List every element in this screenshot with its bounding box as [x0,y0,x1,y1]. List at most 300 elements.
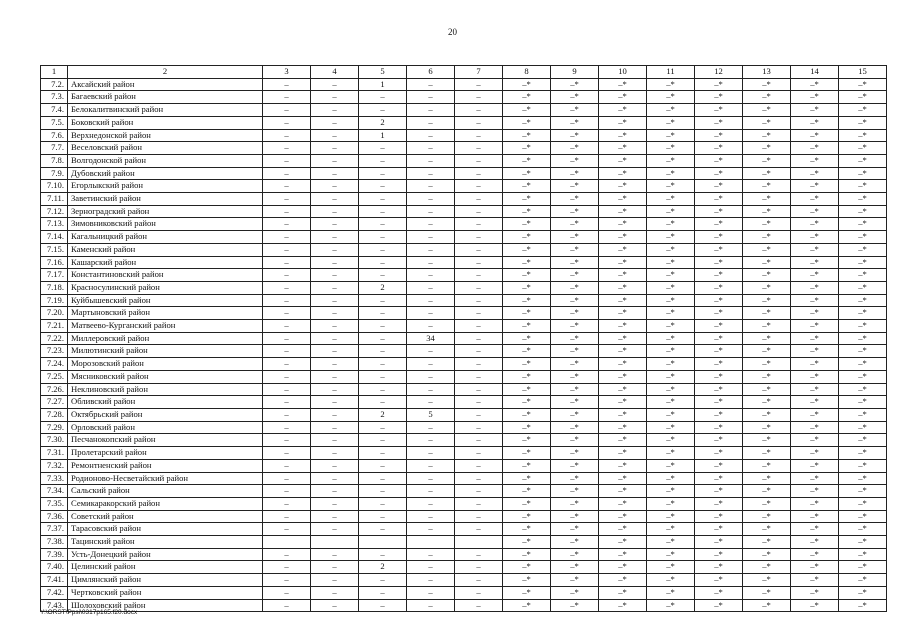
table-cell: –* [695,523,743,536]
table-cell: – [455,193,503,206]
table-cell: –* [551,256,599,269]
table-cell: –* [647,447,695,460]
table-cell: –* [503,256,551,269]
table-cell: –* [551,167,599,180]
table-cell: –* [551,408,599,421]
district-name: Милютинский район [68,345,263,358]
table-cell: –* [791,408,839,421]
table-cell: – [359,193,407,206]
table-cell: –* [743,408,791,421]
table-cell: – [455,142,503,155]
table-row [41,497,887,510]
table-cell: –* [839,421,887,434]
table-cell: – [311,370,359,383]
table-cell: – [407,586,455,599]
table-cell: –* [551,104,599,117]
table-cell: –* [743,281,791,294]
table-cell: – [263,396,311,409]
table-cell: – [455,320,503,333]
table-cell: –* [647,243,695,256]
row-number: 7.29. [41,421,68,434]
table-cell: –* [503,459,551,472]
table-cell: – [455,294,503,307]
table-cell: – [311,129,359,142]
table-cell: –* [503,104,551,117]
district-name: Чертковский район [68,586,263,599]
table-cell: –* [839,574,887,587]
table-cell: –* [839,154,887,167]
table-cell: – [407,396,455,409]
table-cell: –* [647,510,695,523]
column-header: 11 [647,66,695,79]
table-cell: –* [551,599,599,612]
table-cell: –* [503,281,551,294]
table-cell: – [311,91,359,104]
table-cell: – [263,586,311,599]
table-cell: –* [695,294,743,307]
table-cell: –* [791,154,839,167]
table-cell: –* [839,358,887,371]
table-cell: – [407,129,455,142]
table-cell: –* [647,586,695,599]
table-row [41,154,887,167]
table-cell: –* [743,154,791,167]
table-cell: – [359,345,407,358]
table-cell: –* [791,104,839,117]
table-cell: – [311,104,359,117]
table-cell: –* [503,472,551,485]
table-cell: – [407,574,455,587]
table-cell: –* [647,205,695,218]
table-cell: – [407,548,455,561]
district-name: Тацинский район [68,536,263,549]
table-cell: –* [695,472,743,485]
table-cell: –* [503,396,551,409]
table-cell: – [455,307,503,320]
table-cell: – [407,218,455,231]
page-number: 20 [448,27,457,37]
table-cell: –* [743,269,791,282]
table-cell: – [407,269,455,282]
table-cell: – [263,523,311,536]
table-cell: –* [695,167,743,180]
table-cell: – [263,358,311,371]
table-row [41,408,887,421]
table-cell: – [359,421,407,434]
table-cell: –* [743,536,791,549]
table-row [41,294,887,307]
table-cell: –* [695,561,743,574]
table-cell: – [359,307,407,320]
table-cell: –* [743,523,791,536]
table-cell: – [263,421,311,434]
table-cell: –* [791,281,839,294]
table-cell: –* [599,243,647,256]
row-number: 7.24. [41,358,68,371]
table-cell: – [407,320,455,333]
table-cell: – [455,548,503,561]
table-cell: –* [503,332,551,345]
table-cell: –* [551,561,599,574]
table-cell: –* [743,180,791,193]
table-cell: –* [503,447,551,460]
table-cell: – [455,408,503,421]
table-cell: –* [647,396,695,409]
table-cell: –* [791,167,839,180]
table-cell: – [311,205,359,218]
table-row [41,193,887,206]
table-cell: –* [647,421,695,434]
table-cell: –* [647,345,695,358]
table-cell: –* [791,205,839,218]
table-cell: –* [695,396,743,409]
table-cell: – [263,332,311,345]
table-cell: –* [647,129,695,142]
table-cell: – [311,586,359,599]
table-cell: – [311,294,359,307]
table-cell: – [407,485,455,498]
table-cell: –* [695,91,743,104]
table-row [41,447,887,460]
table-cell: – [455,243,503,256]
table-cell: –* [599,383,647,396]
table-cell: – [263,472,311,485]
table-cell: – [455,370,503,383]
table-cell: –* [791,599,839,612]
table-cell: –* [791,142,839,155]
table-cell: –* [743,599,791,612]
table-cell: – [311,116,359,129]
table-cell: –* [551,447,599,460]
table-cell: – [455,421,503,434]
table-cell: – [359,548,407,561]
table-cell: – [407,243,455,256]
table-cell: – [455,231,503,244]
table-cell: –* [791,345,839,358]
district-name: Семикаракорский район [68,497,263,510]
table-cell [407,536,455,549]
table-cell: –* [791,256,839,269]
table-cell: – [455,561,503,574]
table-cell: –* [599,205,647,218]
district-name: Зерноградский район [68,205,263,218]
table-cell: –* [839,129,887,142]
table-cell: –* [503,180,551,193]
row-number: 7.31. [41,447,68,460]
table-cell: – [359,370,407,383]
district-name: Кагальницкий район [68,231,263,244]
table-cell: – [407,472,455,485]
table-cell: –* [647,523,695,536]
column-header: 2 [68,66,263,79]
table-cell: – [455,91,503,104]
table-cell: –* [791,129,839,142]
table-cell: – [263,370,311,383]
table-cell: –* [743,574,791,587]
table-cell: – [407,78,455,91]
table-cell: – [359,154,407,167]
table-cell: –* [647,180,695,193]
table-cell: –* [503,383,551,396]
table-cell: –* [599,536,647,549]
table-row [41,345,887,358]
table-cell: –* [647,485,695,498]
table-row [41,536,887,549]
table-cell: –* [695,269,743,282]
row-number: 7.43. [41,599,68,612]
table-cell: –* [695,116,743,129]
table-cell: –* [599,281,647,294]
table-cell: –* [503,320,551,333]
table-cell: – [359,256,407,269]
table-cell: –* [839,167,887,180]
table-cell: – [263,497,311,510]
table-cell: – [407,561,455,574]
table-cell: –* [695,193,743,206]
table-cell: –* [503,91,551,104]
table-cell: –* [743,129,791,142]
table-cell: –* [503,167,551,180]
table-cell: – [407,383,455,396]
table-cell: – [311,193,359,206]
table-cell: –* [791,523,839,536]
table-cell: –* [551,523,599,536]
table-cell: – [359,104,407,117]
table-cell: – [455,510,503,523]
table-cell: –* [647,281,695,294]
table-cell: –* [743,142,791,155]
table-cell: – [455,358,503,371]
table-cell: –* [743,497,791,510]
row-number: 7.15. [41,243,68,256]
district-name: Заветинский район [68,193,263,206]
table-cell: –* [791,472,839,485]
table-cell: –* [503,231,551,244]
table-cell: –* [839,218,887,231]
table-cell: –* [743,447,791,460]
table-cell: –* [599,78,647,91]
table-cell: – [359,447,407,460]
table-cell: – [263,231,311,244]
table-cell: –* [743,193,791,206]
table-cell: – [359,459,407,472]
table-cell: –* [647,434,695,447]
table-cell: – [455,599,503,612]
table-cell: – [311,307,359,320]
table-cell: –* [647,536,695,549]
table-cell: –* [599,294,647,307]
table-cell: – [263,459,311,472]
column-header: 14 [791,66,839,79]
district-name: Егорлыкский район [68,180,263,193]
table-cell: –* [839,91,887,104]
table-cell: – [311,434,359,447]
table-cell: –* [599,129,647,142]
table-cell: – [455,345,503,358]
table-cell: –* [743,421,791,434]
table-cell: –* [599,154,647,167]
table-cell: – [311,574,359,587]
district-name: Верхнедонской район [68,129,263,142]
row-number: 7.21. [41,320,68,333]
row-number: 7.4. [41,104,68,117]
table-cell: –* [599,358,647,371]
row-number: 7.25. [41,370,68,383]
table-cell: – [455,129,503,142]
table-cell: –* [839,548,887,561]
table-cell: –* [743,205,791,218]
table-cell: –* [551,180,599,193]
footer-file-path: Y:\ORST\Ppsi\0317p165.f20.docx [40,609,138,616]
row-number: 7.23. [41,345,68,358]
table-cell: –* [647,497,695,510]
table-cell: – [359,383,407,396]
table-cell: –* [551,142,599,155]
district-name: Миллеровский район [68,332,263,345]
table-row [41,421,887,434]
table-cell: –* [551,243,599,256]
column-header: 4 [311,66,359,79]
table-cell: 34 [407,332,455,345]
table-cell: –* [551,396,599,409]
table-cell [263,536,311,549]
table-cell: – [407,307,455,320]
table-cell: –* [695,332,743,345]
table-row [41,434,887,447]
district-name: Багаевский район [68,91,263,104]
table-cell: –* [599,561,647,574]
table-cell: –* [551,586,599,599]
table-row [41,548,887,561]
table-cell: – [407,167,455,180]
district-name: Дубовский район [68,167,263,180]
table-cell: –* [503,561,551,574]
table-cell: – [263,256,311,269]
table-cell: –* [743,78,791,91]
table-cell: – [455,205,503,218]
table-cell: –* [839,332,887,345]
district-name: Белокалитвинский район [68,104,263,117]
district-name: Матвеево-Курганский район [68,320,263,333]
table-cell: –* [695,548,743,561]
table-cell: –* [695,256,743,269]
table-cell: –* [695,345,743,358]
table-cell: –* [839,294,887,307]
table-cell: –* [647,332,695,345]
table-cell: – [407,358,455,371]
table-header-row [41,66,887,79]
table-cell: –* [791,243,839,256]
table-cell: – [263,510,311,523]
table-cell: –* [743,358,791,371]
table-cell: – [407,193,455,206]
table-cell: –* [503,421,551,434]
table-cell: – [263,91,311,104]
table-cell: – [359,180,407,193]
table-cell: –* [695,510,743,523]
table-cell: –* [599,548,647,561]
table-cell: – [407,91,455,104]
table-cell: –* [839,561,887,574]
table-cell: –* [743,218,791,231]
table-row [41,129,887,142]
table-cell: –* [695,599,743,612]
table-cell: –* [503,269,551,282]
table-cell: – [311,472,359,485]
table-cell: – [311,358,359,371]
table-cell: –* [743,320,791,333]
table-cell: –* [839,396,887,409]
table-cell: –* [551,497,599,510]
district-name: Октябрьский район [68,408,263,421]
row-number: 7.16. [41,256,68,269]
table-cell: –* [503,205,551,218]
table-cell: 5 [407,408,455,421]
district-name: Аксайский район [68,78,263,91]
table-cell: –* [647,256,695,269]
table-cell: –* [791,116,839,129]
row-number: 7.28. [41,408,68,421]
table-cell: –* [743,485,791,498]
table-cell: –* [839,320,887,333]
table-row [41,307,887,320]
table-cell: –* [503,574,551,587]
column-header: 7 [455,66,503,79]
table-cell: –* [647,599,695,612]
table-cell: –* [599,586,647,599]
table-body [41,66,887,612]
table-row [41,78,887,91]
row-number: 7.36. [41,510,68,523]
table-row [41,91,887,104]
table-cell: – [359,510,407,523]
row-number: 7.14. [41,231,68,244]
table-cell: –* [839,459,887,472]
table-cell: –* [839,256,887,269]
table-row [41,396,887,409]
district-name: Усть-Донецкий район [68,548,263,561]
table-cell: – [455,116,503,129]
row-number: 7.40. [41,561,68,574]
row-number: 7.27. [41,396,68,409]
table-cell: –* [839,193,887,206]
table-cell: –* [743,167,791,180]
table-cell: –* [791,370,839,383]
row-number: 7.2. [41,78,68,91]
district-name: Красносулинский район [68,281,263,294]
table-row [41,472,887,485]
table-cell: –* [647,78,695,91]
table-cell: –* [839,180,887,193]
table-cell: –* [695,180,743,193]
table-cell: –* [839,345,887,358]
table-cell: – [311,231,359,244]
table-cell: –* [791,447,839,460]
table-cell: – [311,561,359,574]
table-cell: – [263,142,311,155]
table-row [41,586,887,599]
table-cell: –* [503,497,551,510]
district-name: Куйбышевский район [68,294,263,307]
table-cell: – [263,383,311,396]
table-cell: –* [503,510,551,523]
table-cell: –* [839,307,887,320]
table-row [41,231,887,244]
table-cell: –* [551,536,599,549]
table-cell: – [407,434,455,447]
table-cell: – [407,459,455,472]
table-cell [359,536,407,549]
